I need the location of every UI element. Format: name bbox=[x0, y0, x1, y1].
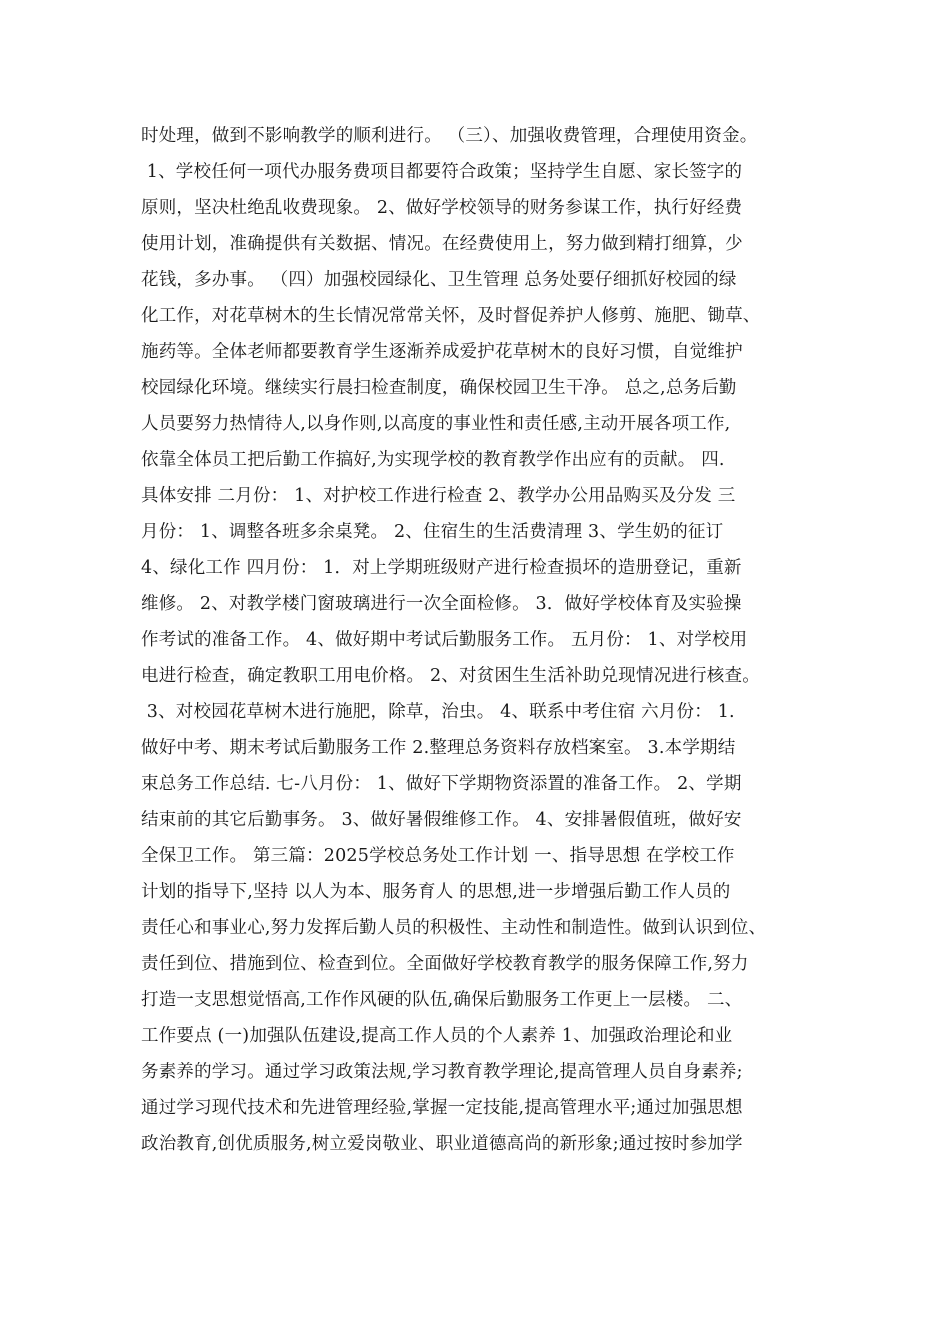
text-line: 工作要点 (一)加强队伍建设,提高工作人员的个人素养 1、加强政治理论和业 bbox=[141, 1026, 733, 1046]
text-line: 花钱，多办事。 （四）加强校园绿化、卫生管理 总务处要仔细抓好校园的绿 bbox=[141, 270, 737, 290]
text-line: 通过学习现代技术和先进管理经验,掌握一定技能,提高管理水平;通过加强思想 bbox=[141, 1098, 743, 1118]
text-line: 3、对校园花草树木进行施肥，除草，治虫。 4、联系中考住宿 六月份： 1. bbox=[141, 702, 735, 722]
text-line: 具体安排 二月份： 1、对护校工作进行检查 2、教学办公用品购买及分发 三 bbox=[141, 486, 736, 506]
text-line: 全保卫工作。 第三篇：2025学校总务处工作计划 一、指导思想 在学校工作 bbox=[141, 846, 735, 866]
text-line: 做好中考、期末考试后勤服务工作 2.整理总务资料存放档案室。 3.本学期结 bbox=[141, 738, 736, 758]
text-line: 打造一支思想觉悟高,工作作风硬的队伍,确保后勤服务工作更上一层楼。 二、 bbox=[141, 990, 743, 1010]
text-line: 束总务工作总结. 七-八月份： 1、做好下学期物资添置的准备工作。 2、学期 bbox=[141, 774, 742, 794]
text-line: 依靠全体员工把后勤工作搞好,为实现学校的教育教学作出应有的贡献。 四. bbox=[141, 450, 725, 470]
text-line: 务素养的学习。通过学习政策法规,学习教育教学理论,提高管理人员自身素养; bbox=[141, 1062, 743, 1082]
text-line: 施药等。全体老师都要教育学生逐渐养成爱护花草树木的良好习惯，自觉维护 bbox=[141, 342, 743, 362]
text-line: 电进行检查，确定教职工用电价格。 2、对贫困生生活补助兑现情况进行核查。 bbox=[141, 666, 760, 686]
text-line: 政治教育,创优质服务,树立爱岗敬业、职业道德高尚的新形象;通过按时参加学 bbox=[141, 1134, 743, 1154]
text-line: 维修。 2、对教学楼门窗玻璃进行一次全面检修。 3．做好学校体育及实验操 bbox=[141, 594, 742, 614]
document-body-text bbox=[141, 118, 831, 1162]
text-line: 时处理，做到不影响教学的顺利进行。 （三）、加强收费管理，合理使用资金。 bbox=[141, 126, 758, 146]
text-line: 化工作，对花草树木的生长情况常常关怀，及时督促养护人修剪、施肥、锄草、 bbox=[141, 306, 761, 326]
text-line: 结束前的其它后勤事务。 3、做好暑假维修工作。 4、安排暑假值班，做好安 bbox=[141, 810, 742, 830]
text-line: 人员要努力热情待人,以身作则,以高度的事业性和责任感,主动开展各项工作, bbox=[141, 414, 731, 434]
text-line: 原则，坚决杜绝乱收费现象。 2、做好学校领导的财务参谋工作，执行好经费 bbox=[141, 198, 743, 218]
text-line: 4、绿化工作 四月份： 1．对上学期班级财产进行检查损坏的造册登记，重新 bbox=[141, 558, 742, 578]
text-line: 1、学校任何一项代办服务费项目都要符合政策；坚持学生自愿、家长签字的 bbox=[141, 162, 743, 182]
text-line: 责任心和事业心,努力发挥后勤人员的积极性、主动性和制造性。做到认识到位、 bbox=[141, 918, 767, 938]
text-line: 计划的指导下,坚持 以人为本、服务育人 的思想,进一步增强后勤工作人员的 bbox=[141, 882, 731, 902]
text-line: 作考试的准备工作。 4、做好期中考试后勤服务工作。 五月份： 1、对学校用 bbox=[141, 630, 748, 650]
text-line: 校园绿化环境。继续实行晨扫检查制度，确保校园卫生干净。 总之,总务后勤 bbox=[141, 378, 737, 398]
text-line: 使用计划，准确提供有关数据、情况。在经费使用上，努力做到精打细算，少 bbox=[141, 234, 743, 254]
text-line: 责任到位、措施到位、检查到位。全面做好学校教育教学的服务保障工作,努力 bbox=[141, 954, 749, 974]
text-line: 月份： 1、调整各班多余桌凳。 2、住宿生的生活费清理 3、学生奶的征订 bbox=[141, 522, 724, 542]
